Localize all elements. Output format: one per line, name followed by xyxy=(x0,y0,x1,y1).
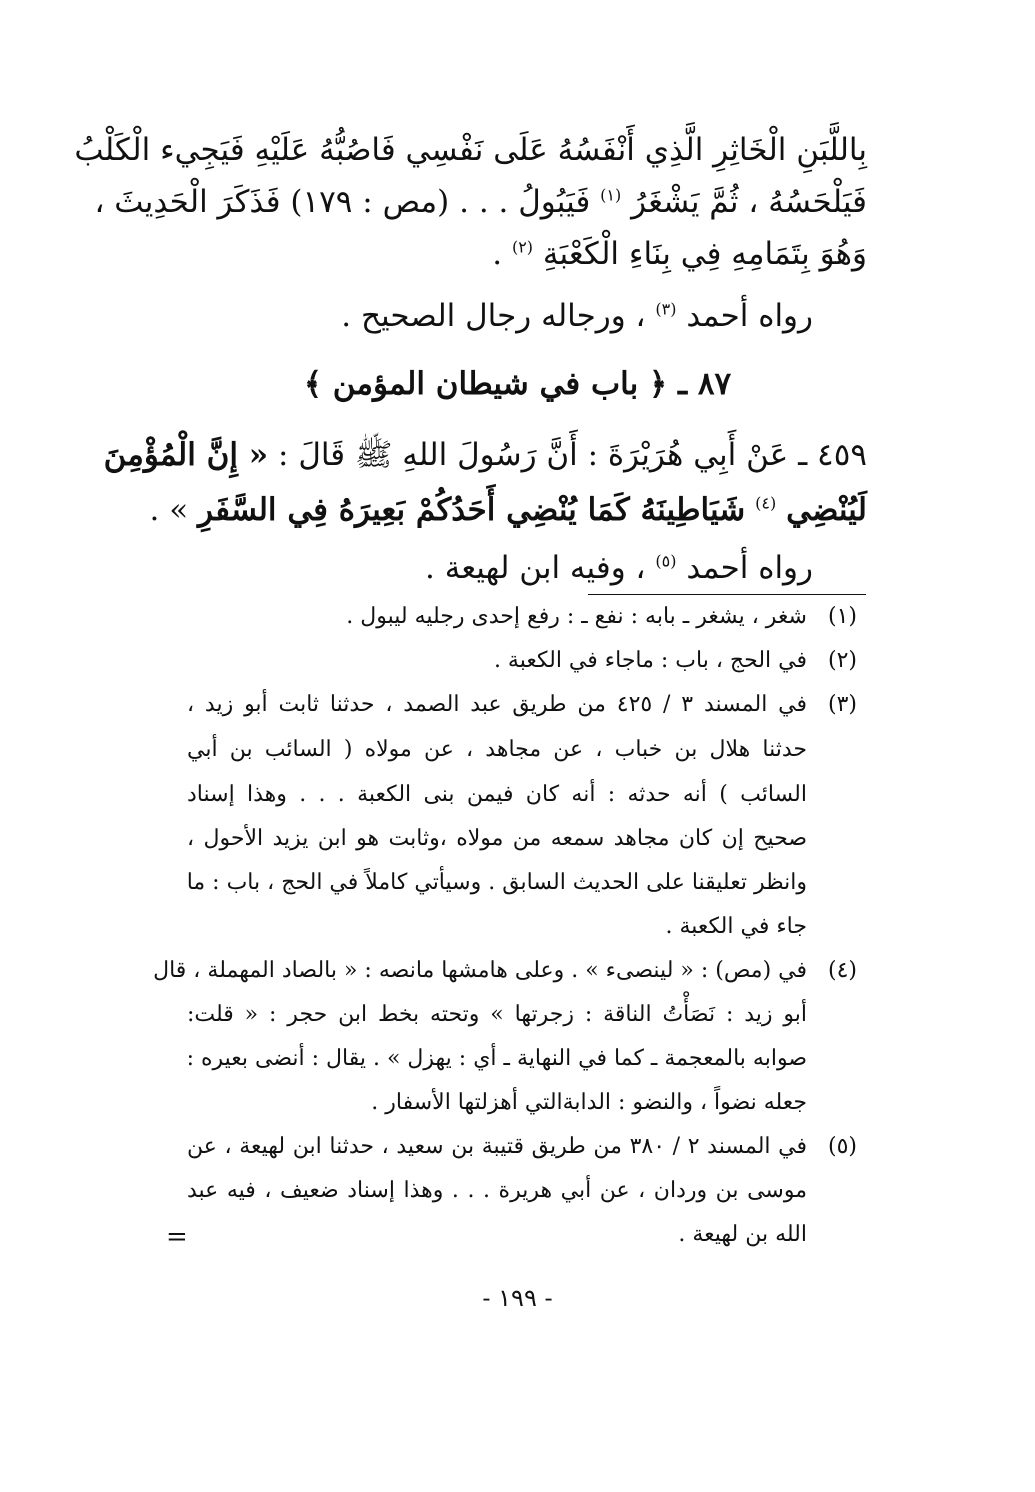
hadith-line-1-part-b: « إِنَّ الْمُؤْمِنَ xyxy=(103,437,269,473)
footnote-separator xyxy=(588,594,866,595)
hadith-line-2-part-a: لَيُنْضِي xyxy=(786,492,867,528)
text-line-2-part-b: فَيَبُولُ . . . (مص : ١٧٩) فَذَكَرَ الْحَدِيثَ ، xyxy=(94,184,591,220)
footnote-3-line-1: في المسند ٣ / ٤٢٥ من طريق عبد الصمد ، حدثنا ثابت أبو زيد ، xyxy=(187,692,807,717)
footnote-5-number: (٥) xyxy=(827,1134,857,1159)
footnote-4-number: (٤) xyxy=(827,958,857,983)
footnote-4-line-4: جعله نضواً ، والنضو : الدابةالتي أهزلتها الأسفار . xyxy=(371,1090,807,1115)
footnote-1-line-1: شغر ، يشغر ـ بابه : نفع ـ : رفع إحدى رجليه ليبول . xyxy=(346,604,807,629)
footnote-2-line-1: في الحج ، باب : ماجاء في الكعبة . xyxy=(493,648,807,673)
footnote-3-number: (٣) xyxy=(827,692,857,717)
text-line-3 xyxy=(167,236,867,272)
hadith-line-2-part-c: » . xyxy=(149,492,189,528)
hadith-line-1-part-a: ٤٥٩ ـ عَنْ أَبِي هُرَيْرَةَ : أَنَّ رَسُولَ اللهِ ﷺ قَالَ : xyxy=(278,437,867,473)
footnote-3-line-3: السائب ) أنه حدثه : أنه كان فيمن بنى الكعبة . . . وهذا إسناد xyxy=(187,782,807,807)
hadith-line-2 xyxy=(149,492,867,528)
text-line-1 xyxy=(74,132,867,168)
footnote-ref-2: (٢) xyxy=(511,237,534,257)
text-line-3-part-a: وَهُوَ بِتَمَامِهِ فِي بِنَاءِ الْكَعْبَةِ xyxy=(542,236,867,272)
footnote-ref-1: (١) xyxy=(600,185,622,205)
footnote-3-line-5: وانظر تعليقنا على الحديث السابق . وسيأتي كاملاً في الحج ، باب : ما xyxy=(186,870,807,895)
footnote-4-line-2: أبو زيد : نَصَأْتُ الناقة : زجرتها » وتحته بخط ابن حجر : « قلت: xyxy=(187,1002,807,1027)
narration-1-part-b: ، ورجاله رجال الصحيح . xyxy=(341,298,646,334)
narration-line-2 xyxy=(213,550,813,586)
footnote-ref-4: (٤) xyxy=(755,493,777,513)
footnote-3-line-2: حدثنا هلال بن خباب ، عن مجاهد ، عن مولاه ( السائب بن أبي xyxy=(187,737,807,762)
footnote-5-line-3: الله بن لهيعة . xyxy=(678,1222,807,1247)
footnote-ref-3: (٣) xyxy=(655,299,677,319)
narration-line-1 xyxy=(213,298,813,334)
hadith-line-2-part-b: شَيَاطِينَهُ كَمَا يُنْضِي أَحَدُكُمْ بَعِيرَهُ فِي السَّفَرِ xyxy=(198,492,746,528)
footnote-1-number: (١) xyxy=(827,604,857,629)
page-number: - ١٩٩ - xyxy=(482,1284,553,1312)
footnote-ref-5: (٥) xyxy=(655,551,677,571)
footnote-3-line-4: صحيح إن كان مجاهد سمعه من مولاه ،وثابت هو ابن يزيد الأحول ، xyxy=(187,826,807,851)
footnote-5-line-1: في المسند ٢ / ٣٨٠ من طريق قتيبة بن سعيد ، حدثنا ابن لهيعة ، عن xyxy=(187,1134,808,1159)
text-line-3-part-b: . xyxy=(492,236,503,272)
hadith-line-1 xyxy=(103,436,867,481)
text-line-1-content: بِاللَّبَنِ الْخَاثِرِ الَّذِي أَنْفَسُهُ عَلَى نَفْسِي فَاصُبُّهُ عَلَيْهِ فَيَجِيء الْكَلْبُ xyxy=(74,132,867,168)
text-line-2 xyxy=(94,184,867,220)
chapter-heading: ٨٧ ـ ﴿ باب في شيطان المؤمن ﴾ xyxy=(303,366,732,402)
footnote-3-line-6: جاء في الكعبة . xyxy=(665,914,807,939)
narration-2-part-b: ، وفيه ابن لهيعة . xyxy=(425,550,646,586)
continuation-mark: = xyxy=(166,1222,188,1252)
narration-2-part-a: رواه أحمد xyxy=(686,550,813,586)
footnote-2-number: (٢) xyxy=(827,648,857,673)
footnote-4-line-1: في (مص) : « لينصىء » . وعلى هامشها مانصه : « بالصاد المهملة ، قال xyxy=(153,958,807,983)
footnote-4-line-3: صوابه بالمعجمة ـ كما في النهاية ـ أي : يهزل » . يقال : أنضى بعيره : xyxy=(186,1046,807,1071)
text-line-2-part-a: فَيَلْحَسُهُ ، ثُمَّ يَشْغَرُ xyxy=(631,184,867,220)
footnote-5-line-2: موسى بن وردان ، عن أبي هريرة . . . وهذا إسناد ضعيف ، فيه عبد xyxy=(187,1178,807,1203)
narration-1-part-a: رواه أحمد xyxy=(686,298,813,334)
